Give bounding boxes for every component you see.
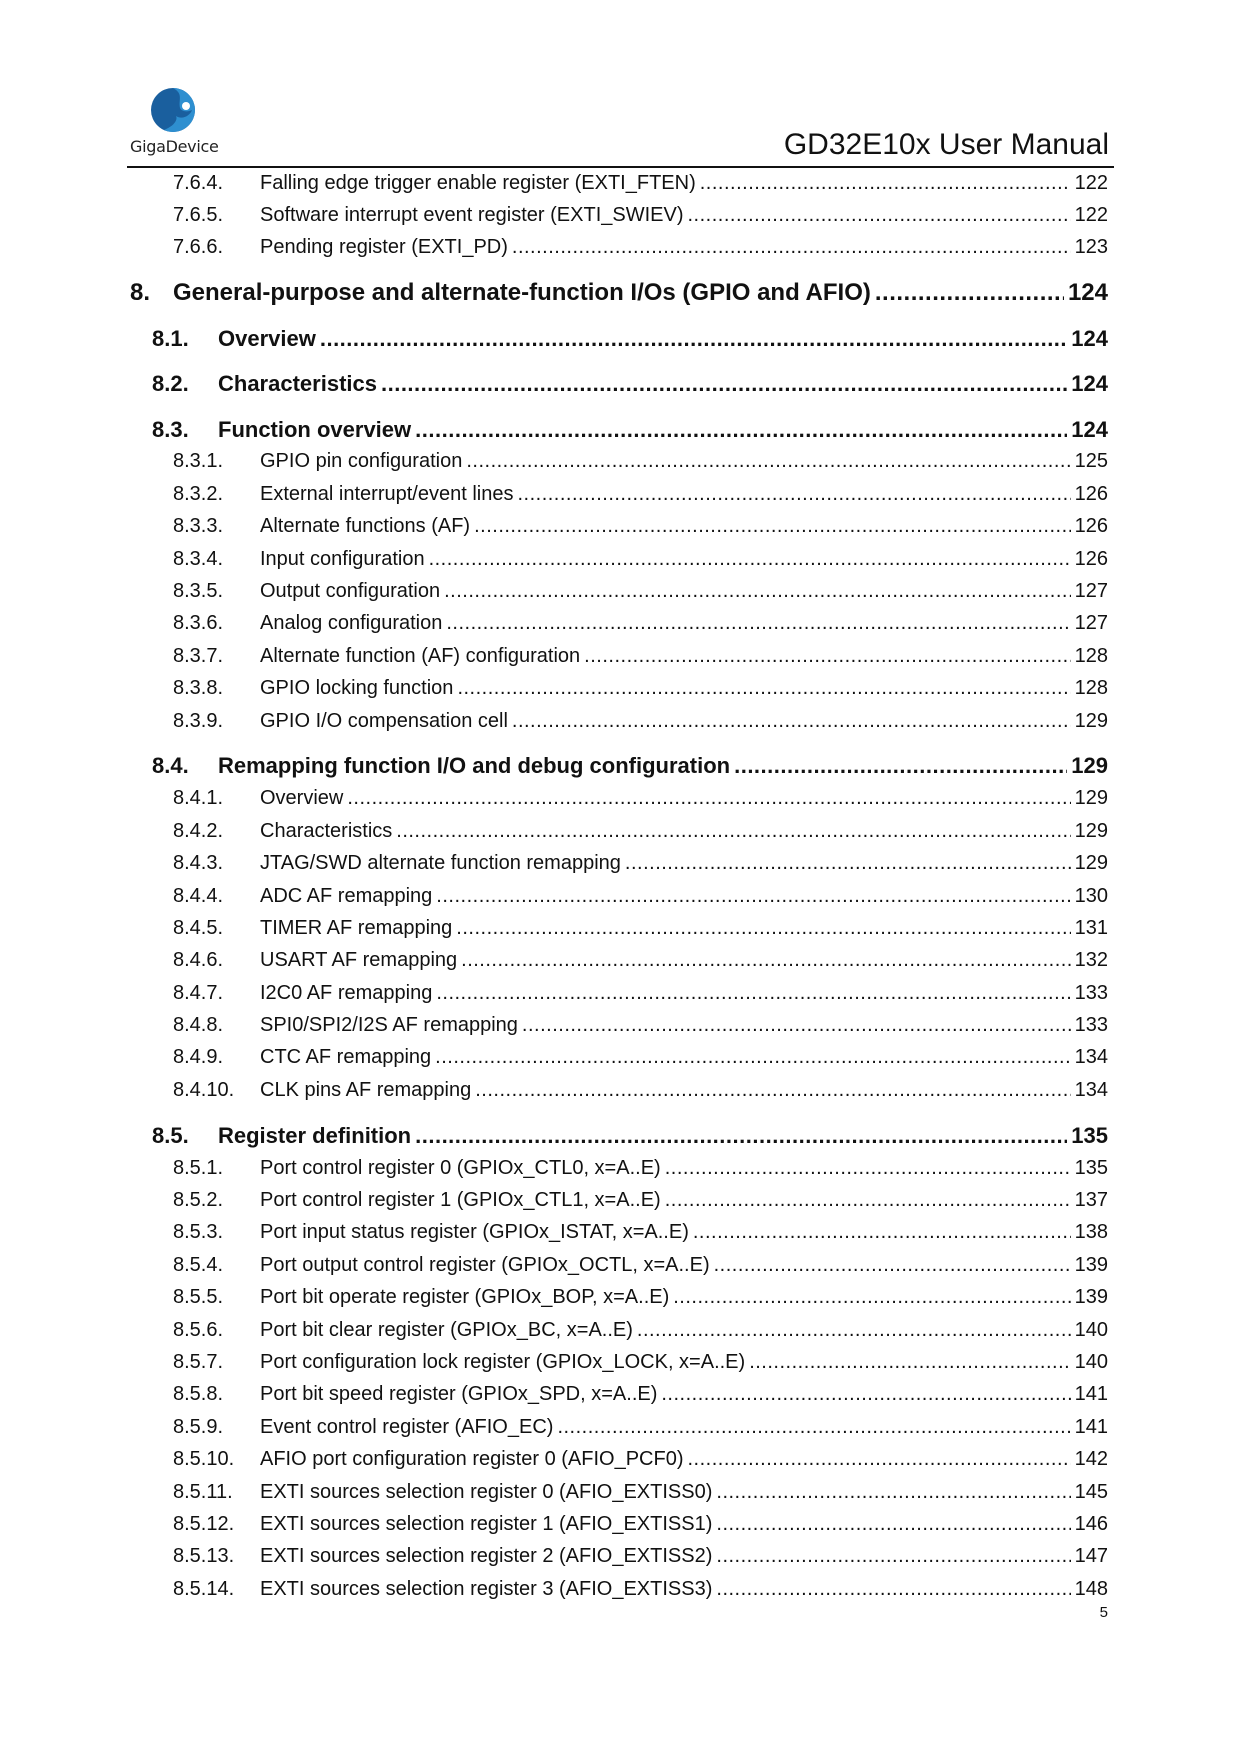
dot-leader: [381, 371, 1067, 397]
toc-entry-title: AFIO port configuration register 0 (AFIO_PCF0): [260, 1448, 684, 1471]
toc-entry-page: 123: [1074, 236, 1108, 259]
toc-entry[interactable]: [173, 167, 1108, 199]
dot-leader: [466, 450, 1070, 473]
toc-entry-number: 8.5.1.: [173, 1156, 224, 1179]
toc-entry[interactable]: [173, 1249, 1108, 1281]
toc-entry-number: 8.4.3.: [173, 852, 224, 875]
toc-entry-number: 8.4.1.: [173, 787, 224, 810]
dot-leader: [557, 1416, 1070, 1439]
toc-entry-title: Input configuration: [260, 547, 425, 570]
dot-leader: [436, 885, 1070, 908]
toc-entry-number: 7.6.6.: [173, 236, 224, 259]
toc-entry-number: 8.3.8.: [173, 677, 224, 700]
toc-entry-title: Port bit speed register (GPIOx_SPD, x=A..E): [260, 1383, 658, 1406]
page-number: 5: [1099, 1604, 1108, 1621]
toc-entry-page: 135: [1074, 1156, 1108, 1179]
toc-entry-number: 8.5.9.: [173, 1415, 224, 1438]
toc-entry-page: 134: [1074, 1046, 1108, 1069]
toc-entry-title: GPIO pin configuration: [260, 450, 463, 473]
toc-entry-page: 125: [1074, 450, 1108, 473]
toc-entry[interactable]: [173, 815, 1108, 847]
toc-entry-title: Port output control register (GPIOx_OCTL, x=A..E): [260, 1253, 710, 1276]
toc-entry-title: GPIO I/O compensation cell: [260, 709, 508, 732]
toc-entry-number: 8.5.3.: [173, 1221, 224, 1244]
toc-entry[interactable]: [173, 608, 1108, 640]
toc-entry-page: 129: [1074, 852, 1108, 875]
toc-entry-title: Analog configuration: [260, 612, 443, 635]
gigadevice-logo: [128, 86, 248, 161]
toc-entry[interactable]: [173, 1009, 1108, 1041]
toc-entry-title: CLK pins AF remapping: [260, 1078, 472, 1101]
toc-entry[interactable]: [173, 880, 1108, 912]
toc-entry-title: Port bit clear register (GPIOx_BC, x=A..E): [260, 1318, 633, 1341]
toc-entry-title: GPIO locking function: [260, 677, 454, 700]
toc-entry-number: 8.3.9.: [173, 709, 224, 732]
dot-leader: [446, 612, 1070, 635]
toc-entry-number: 8.5.12.: [173, 1512, 235, 1535]
dot-leader: [436, 982, 1070, 1005]
toc-entry-page: 132: [1074, 949, 1108, 972]
toc-entry[interactable]: [173, 672, 1108, 704]
toc-entry-title: Falling edge trigger enable register (EXTI_FTEN): [260, 171, 696, 194]
toc-entry[interactable]: [173, 1314, 1108, 1346]
toc-entry[interactable]: [173, 232, 1108, 264]
toc-entry-title: Software interrupt event register (EXTI_SWIEV): [260, 204, 684, 227]
dot-leader: [700, 172, 1071, 195]
dot-leader: [396, 820, 1070, 843]
toc-entry-number: 8.4.9.: [173, 1046, 224, 1069]
toc-entry-title: TIMER AF remapping: [260, 916, 453, 939]
toc-entry-title: Alternate functions (AF): [260, 515, 471, 538]
toc-entry[interactable]: [173, 543, 1108, 575]
toc-entry-page: 145: [1074, 1480, 1108, 1503]
dot-leader: [584, 645, 1070, 668]
toc-entry-title: EXTI sources selection register 3 (AFIO_EXTISS3): [260, 1577, 713, 1600]
toc-entry-number: 8.3.2.: [173, 482, 224, 505]
toc-entry[interactable]: [173, 1217, 1108, 1249]
toc-entry-number: 8.5.5.: [173, 1286, 224, 1309]
toc-entry-number: 8.5.13.: [173, 1545, 235, 1568]
toc-entry[interactable]: [173, 1443, 1108, 1475]
toc-entry-number: 8.1.: [152, 325, 189, 351]
dot-leader: [435, 1046, 1070, 1069]
toc-entry-title: EXTI sources selection register 0 (AFIO_EXTISS0): [260, 1480, 713, 1503]
toc-entry-page: 141: [1074, 1415, 1108, 1438]
toc-entry-page: 122: [1074, 204, 1108, 227]
toc-entry-number: 8.5.6.: [173, 1318, 224, 1341]
toc-entry-number: 8.4.8.: [173, 1014, 224, 1037]
toc-entry-title: I2C0 AF remapping: [260, 981, 433, 1004]
toc-entry[interactable]: [173, 977, 1108, 1009]
toc-entry-number: 8.4.5.: [173, 916, 224, 939]
toc-entry-page: 122: [1074, 171, 1108, 194]
toc-entry[interactable]: [173, 478, 1108, 510]
toc-entry-page: 133: [1074, 981, 1108, 1004]
toc-entry[interactable]: [152, 1120, 1108, 1152]
toc-entry-title: Remapping function I/O and debug configuration: [218, 753, 731, 779]
toc-entry-page: 128: [1074, 677, 1108, 700]
dot-leader: [673, 1286, 1070, 1309]
dot-leader: [716, 1578, 1070, 1601]
toc-entry-page: 140: [1074, 1318, 1108, 1341]
toc-entry-page: 142: [1074, 1448, 1108, 1471]
toc-entry-page: 126: [1074, 547, 1108, 570]
toc-entry-title: Port bit operate register (GPIOx_BOP, x=A..E): [260, 1286, 670, 1309]
toc-entry-page: 124: [1067, 279, 1108, 307]
dot-leader: [749, 1351, 1070, 1374]
toc-entry-title: Port configuration lock register (GPIOx_LOCK, x=A..E): [260, 1350, 746, 1373]
toc-entry-page: 140: [1074, 1350, 1108, 1373]
dot-leader: [661, 1383, 1070, 1406]
toc-entry[interactable]: [173, 1074, 1108, 1106]
toc-entry-title: Characteristics: [218, 371, 377, 397]
dot-leader: [347, 787, 1070, 810]
dot-leader: [522, 1014, 1071, 1037]
toc-entry[interactable]: [173, 783, 1108, 815]
toc-entry[interactable]: [173, 1508, 1108, 1540]
toc-entry-number: 8.3.5.: [173, 579, 224, 602]
dot-leader: [716, 1513, 1070, 1536]
dot-leader: [512, 236, 1071, 259]
toc-entry-page: 130: [1074, 884, 1108, 907]
toc-entry-page: 129: [1071, 753, 1108, 779]
toc-entry-page: 128: [1074, 644, 1108, 667]
dot-leader: [457, 677, 1070, 700]
toc-entry[interactable]: [173, 640, 1108, 672]
dot-leader: [320, 326, 1067, 352]
toc-entry-title: Port input status register (GPIOx_ISTAT, x=A..E): [260, 1221, 689, 1244]
toc-entry-title: Characteristics: [260, 819, 393, 842]
toc-entry-page: 129: [1074, 709, 1108, 732]
toc-entry-page: 127: [1074, 612, 1108, 635]
toc-entry-page: 139: [1074, 1253, 1108, 1276]
toc-entry-title: EXTI sources selection register 1 (AFIO_EXTISS1): [260, 1512, 713, 1535]
toc-entry[interactable]: [173, 1541, 1108, 1573]
toc-entry[interactable]: [173, 1346, 1108, 1378]
toc-entry-page: 135: [1071, 1122, 1108, 1148]
dot-leader: [461, 949, 1070, 972]
toc-entry[interactable]: [173, 575, 1108, 607]
toc-entry-number: 8.3.6.: [173, 612, 224, 635]
toc-entry-number: 8.5.14.: [173, 1577, 235, 1600]
toc-entry[interactable]: [173, 446, 1108, 478]
dot-leader: [625, 852, 1071, 875]
toc-entry[interactable]: [173, 1411, 1108, 1443]
toc-entry-number: 8.3.1.: [173, 450, 224, 473]
toc-entry[interactable]: [130, 277, 1108, 309]
toc-entry-title: SPI0/SPI2/I2S AF remapping: [260, 1014, 518, 1037]
toc-entry-number: 8.4.2.: [173, 819, 224, 842]
toc-entry-page: 131: [1074, 916, 1108, 939]
toc-entry[interactable]: [152, 413, 1108, 445]
toc-entry[interactable]: [173, 1379, 1108, 1411]
toc-entry-page: 133: [1074, 1014, 1108, 1037]
toc-entry-number: 8.5.2.: [173, 1189, 224, 1212]
toc-entry[interactable]: [173, 1573, 1108, 1605]
dot-leader: [415, 417, 1067, 443]
toc-entry[interactable]: [173, 912, 1108, 944]
dot-leader: [716, 1481, 1070, 1504]
toc-entry[interactable]: [173, 847, 1108, 879]
dot-leader: [716, 1545, 1070, 1568]
logo-mark-icon: [150, 86, 200, 136]
dot-leader: [875, 279, 1064, 307]
toc-entry-title: Port control register 0 (GPIOx_CTL0, x=A..E): [260, 1156, 661, 1179]
toc-entry-page: 124: [1071, 416, 1108, 442]
toc-entry-number: 8.2.: [152, 371, 189, 397]
toc-entry-number: 8.4.: [152, 753, 189, 779]
toc-entry-number: 8.5.7.: [173, 1350, 224, 1373]
toc-entry-title: CTC AF remapping: [260, 1046, 432, 1069]
toc-entry-title: Register definition: [218, 1122, 412, 1148]
toc-entry-title: ADC AF remapping: [260, 884, 433, 907]
toc-entry-title: USART AF remapping: [260, 949, 458, 972]
dot-leader: [734, 753, 1067, 779]
dot-leader: [475, 1079, 1070, 1102]
dot-leader: [665, 1157, 1071, 1180]
document-title: GD32E10x User Manual: [783, 128, 1109, 161]
dot-leader: [429, 548, 1071, 571]
toc-entry-page: 138: [1074, 1221, 1108, 1244]
toc-entry-page: 126: [1074, 482, 1108, 505]
toc-entry-title: External interrupt/event lines: [260, 482, 514, 505]
toc-entry-number: 8.5.4.: [173, 1253, 224, 1276]
toc-entry-title: Overview: [260, 787, 344, 810]
toc-entry[interactable]: [152, 323, 1108, 355]
toc-entry[interactable]: [173, 511, 1108, 543]
toc-entry-number: 8.5.11.: [173, 1480, 233, 1503]
toc-entry-number: 8.3.3.: [173, 515, 224, 538]
toc-entry-number: 8.3.7.: [173, 644, 224, 667]
toc-entry-page: 141: [1074, 1383, 1108, 1406]
toc-entry-page: 124: [1071, 325, 1108, 351]
table-of-contents: [0, 167, 1240, 1605]
toc-entry[interactable]: [173, 1152, 1108, 1184]
toc-entry-number: 8.5.10.: [173, 1448, 235, 1471]
dot-leader: [688, 1448, 1071, 1471]
toc-entry-page: 139: [1074, 1286, 1108, 1309]
toc-entry-title: Output configuration: [260, 579, 441, 602]
toc-entry-number: 8.4.4.: [173, 884, 224, 907]
toc-entry-title: Event control register (AFIO_EC): [260, 1415, 554, 1438]
toc-entry-page: 127: [1074, 579, 1108, 602]
toc-entry-page: 137: [1074, 1189, 1108, 1212]
dot-leader: [714, 1254, 1071, 1277]
toc-entry-title: JTAG/SWD alternate function remapping: [260, 852, 621, 875]
dot-leader: [415, 1123, 1067, 1149]
toc-entry-title: Alternate function (AF) configuration: [260, 644, 581, 667]
toc-entry-page: 148: [1074, 1577, 1108, 1600]
dot-leader: [456, 917, 1070, 940]
toc-entry-title: Pending register (EXTI_PD): [260, 236, 508, 259]
toc-entry-number: 8.5.8.: [173, 1383, 224, 1406]
logo-text: GigaDevice: [130, 137, 219, 156]
dot-leader: [693, 1221, 1071, 1244]
toc-entry-page: 147: [1074, 1545, 1108, 1568]
toc-entry[interactable]: [173, 945, 1108, 977]
toc-entry-number: 7.6.5.: [173, 204, 224, 227]
toc-entry[interactable]: [173, 1282, 1108, 1314]
toc-entry-number: 8.3.4.: [173, 547, 224, 570]
toc-entry[interactable]: [152, 750, 1108, 782]
toc-entry-page: 129: [1074, 787, 1108, 810]
dot-leader: [512, 710, 1071, 733]
toc-entry[interactable]: [173, 1184, 1108, 1216]
dot-leader: [444, 580, 1071, 603]
toc-entry-page: 146: [1074, 1512, 1108, 1535]
toc-entry-title: Port control register 1 (GPIOx_CTL1, x=A..E): [260, 1189, 661, 1212]
toc-entry-page: 134: [1074, 1078, 1108, 1101]
toc-entry-number: 8.: [130, 279, 151, 307]
toc-entry-page: 126: [1074, 515, 1108, 538]
toc-entry-page: 129: [1074, 819, 1108, 842]
toc-entry[interactable]: [152, 368, 1108, 400]
dot-leader: [517, 483, 1070, 506]
toc-entry-number: 8.3.: [152, 416, 189, 442]
toc-entry[interactable]: [173, 705, 1108, 737]
dot-leader: [688, 204, 1071, 227]
toc-entry-title: Function overview: [218, 416, 412, 442]
toc-entry-number: 8.4.10.: [173, 1078, 235, 1101]
toc-entry-number: 8.5.: [152, 1122, 189, 1148]
toc-entry-number: 8.4.6.: [173, 949, 224, 972]
toc-entry-title: General-purpose and alternate-function I/Os (GPIO and AFIO): [173, 279, 871, 307]
dot-leader: [637, 1319, 1071, 1342]
dot-leader: [665, 1189, 1071, 1212]
toc-entry[interactable]: [173, 199, 1108, 231]
toc-entry-title: Overview: [218, 325, 316, 351]
toc-entry[interactable]: [173, 1476, 1108, 1508]
toc-entry-number: 8.4.7.: [173, 981, 224, 1004]
dot-leader: [474, 515, 1071, 538]
toc-entry-number: 7.6.4.: [173, 171, 224, 194]
toc-entry[interactable]: [173, 1042, 1108, 1074]
toc-entry-page: 124: [1071, 371, 1108, 397]
toc-entry-title: EXTI sources selection register 2 (AFIO_EXTISS2): [260, 1545, 713, 1568]
